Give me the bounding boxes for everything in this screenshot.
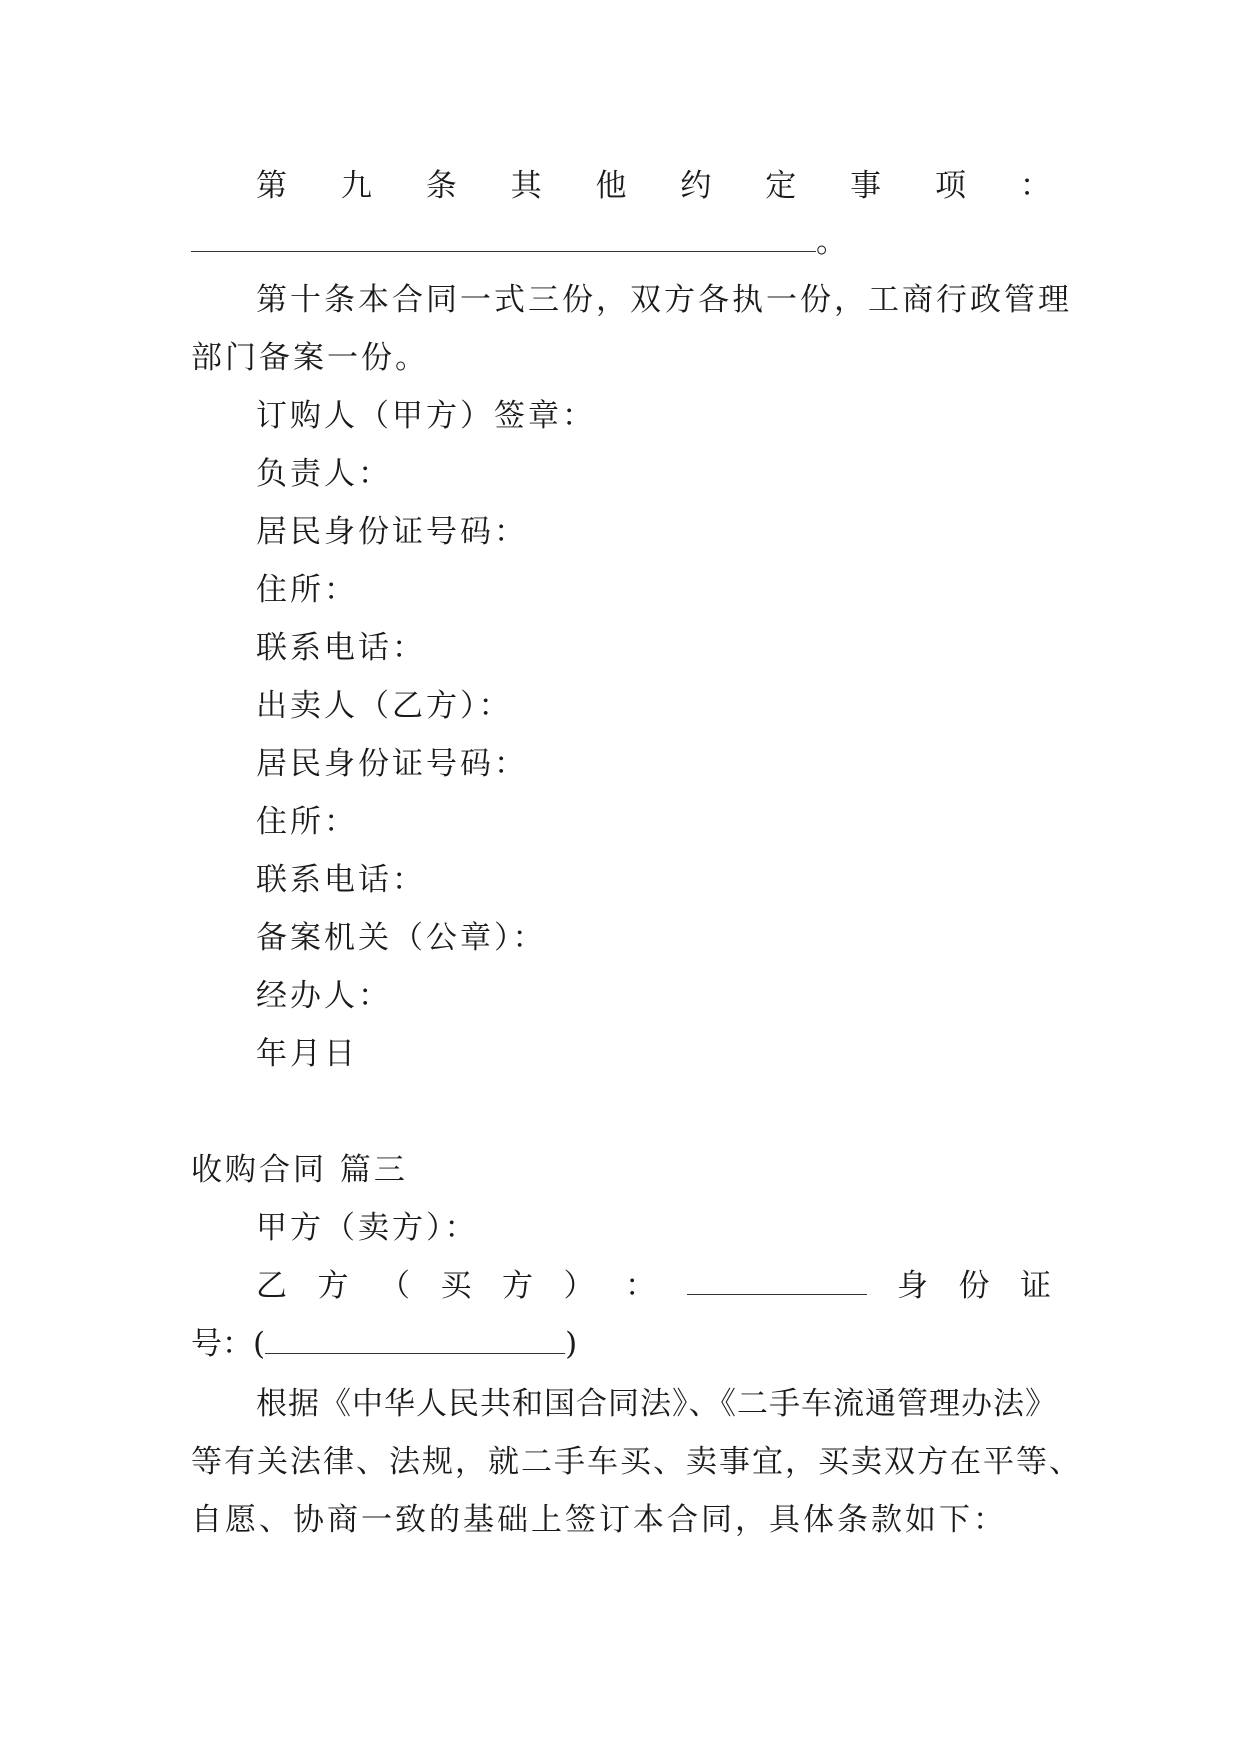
- party-b-char: ：: [625, 1268, 656, 1304]
- article9-char: 项: [935, 168, 966, 204]
- article9-char: 条: [425, 168, 457, 204]
- signature-line: 订购人（甲方）签章：: [256, 398, 596, 434]
- signature-line: 年月日: [256, 1036, 358, 1072]
- id-underline: [265, 1325, 565, 1354]
- party-b-char: 方: [317, 1268, 349, 1304]
- article9-char: 他: [595, 168, 627, 204]
- article9-blank-line: [191, 222, 850, 262]
- article10-line1: 第十条本合同一式三份，双方各执一份，工商行政管理: [256, 282, 1072, 318]
- party-b-char: 份: [958, 1268, 990, 1304]
- id-number-line: [191, 1324, 577, 1364]
- party-b-char: 乙: [256, 1268, 287, 1304]
- article9-char: 约: [680, 168, 712, 204]
- party-b-char: ）: [563, 1268, 595, 1304]
- section-title: 收购合同 篇三: [191, 1152, 408, 1188]
- id-suffix: ): [565, 1326, 578, 1362]
- signature-line: 出卖人（乙方）：: [256, 688, 513, 724]
- signature-line: 住所：: [256, 804, 358, 840]
- article9-char: 九: [340, 168, 372, 204]
- party-b-char: 证: [1020, 1268, 1051, 1304]
- article9-char: 定: [765, 168, 797, 204]
- intro-line1: 根据《中华人民共和国合同法》、《二手车流通管理办法》: [256, 1386, 1057, 1422]
- signature-line: 联系电话：: [256, 862, 426, 898]
- signature-line: 住所：: [256, 572, 358, 608]
- party-b-underline: [687, 1266, 867, 1295]
- intro-line3: 自愿、协商一致的基础上签订本合同，具体条款如下：: [191, 1502, 1007, 1538]
- article9-char: 第: [256, 168, 287, 204]
- party-b-char: （: [379, 1268, 410, 1304]
- party-b-char: 身: [897, 1268, 928, 1304]
- id-prefix: 号：(: [191, 1326, 266, 1362]
- article10-line2: 部门备案一份。: [191, 340, 429, 376]
- article9-char: ：: [1019, 168, 1051, 204]
- party-b-char: 买: [440, 1268, 472, 1304]
- signature-line: 居民身份证号码：: [256, 746, 528, 782]
- party-b-line: [256, 1266, 1051, 1306]
- signature-line: 备案机关（公章）：: [256, 920, 547, 956]
- article9-end-mark: 。: [816, 224, 850, 260]
- blank-underline: [191, 223, 816, 252]
- signature-line: 联系电话：: [256, 630, 426, 666]
- signature-line: 居民身份证号码：: [256, 514, 528, 550]
- party-a-line: 甲方（卖方）：: [256, 1210, 479, 1246]
- article9-char: 事: [850, 168, 882, 204]
- signature-line: 负责人：: [256, 456, 392, 492]
- article9-char: 其: [510, 168, 542, 204]
- intro-line2: 等有关法律、法规，就二手车买、卖事宜，买卖双方在平等、: [191, 1444, 1082, 1480]
- article9-heading: [256, 166, 1051, 206]
- signature-line: 经办人：: [256, 978, 392, 1014]
- party-b-char: 方: [502, 1268, 533, 1304]
